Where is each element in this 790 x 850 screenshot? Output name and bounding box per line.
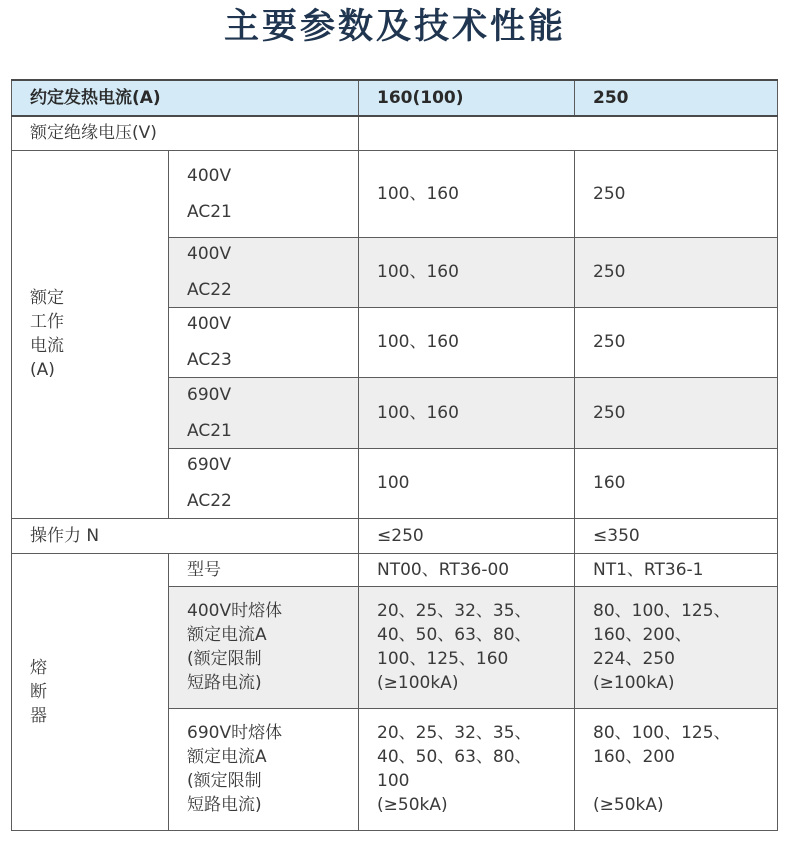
header-param-label: 约定发热电流(A) xyxy=(12,80,359,116)
working-row-2-spec: 400V AC22 xyxy=(169,237,359,307)
fuse-690v-col1: 20、25、32、35、 40、50、63、80、 100 (≥50kA) xyxy=(359,708,575,830)
fuse-400v-col2: 80、100、125、 160、200、 224、250 (≥100kA) xyxy=(575,586,778,708)
fuse-model-col2: NT1、RT36-1 xyxy=(575,553,778,586)
insulation-label: 额定绝缘电压(V) xyxy=(12,116,359,150)
working-row-1-col2: 250 xyxy=(575,150,778,237)
fuse-model-label: 型号 xyxy=(169,553,359,586)
working-row-4-col1: 100、160 xyxy=(359,377,575,448)
insulation-row xyxy=(12,116,778,150)
working-row-1-spec: 400V AC21 xyxy=(169,150,359,237)
table-row xyxy=(12,150,778,237)
header-col1: 160(100) xyxy=(359,80,575,116)
working-row-4-spec: 690V AC21 xyxy=(169,377,359,448)
operating-force-row xyxy=(12,518,778,553)
header-col2: 250 xyxy=(575,80,778,116)
working-row-3-spec: 400V AC23 xyxy=(169,307,359,377)
fuse-690v-col2: 80、100、125、 160、200 (≥50kA) xyxy=(575,708,778,830)
fuse-model-col1: NT00、RT36-00 xyxy=(359,553,575,586)
operating-force-col1: ≤250 xyxy=(359,518,575,553)
spec-table xyxy=(11,79,778,831)
page-title: 主要参数及技术性能 xyxy=(223,7,566,47)
fuse-model-row xyxy=(12,553,778,586)
working-row-5-spec: 690V AC22 xyxy=(169,448,359,518)
fuse-690v-label: 690V时熔体 额定电流A (额定限制 短路电流) xyxy=(169,708,359,830)
working-row-3-col1: 100、160 xyxy=(359,307,575,377)
fuse-label: 熔 断 器 xyxy=(12,553,169,830)
working-current-label: 额定 工作 电流 (A) xyxy=(12,150,169,518)
working-row-2-col2: 250 xyxy=(575,237,778,307)
working-row-3-col2: 250 xyxy=(575,307,778,377)
working-row-4-col2: 250 xyxy=(575,377,778,448)
working-row-1-col1: 100、160 xyxy=(359,150,575,237)
working-row-2-col1: 100、160 xyxy=(359,237,575,307)
working-row-5-col1: 100 xyxy=(359,448,575,518)
working-row-5-col2: 160 xyxy=(575,448,778,518)
operating-force-label: 操作力 N xyxy=(12,518,359,553)
fuse-400v-label: 400V时熔体 额定电流A (额定限制 短路电流) xyxy=(169,586,359,708)
insulation-value xyxy=(359,116,778,150)
fuse-400v-col1: 20、25、32、35、 40、50、63、80、 100、125、160 (≥100kA) xyxy=(359,586,575,708)
header-row xyxy=(12,80,778,116)
operating-force-col2: ≤350 xyxy=(575,518,778,553)
